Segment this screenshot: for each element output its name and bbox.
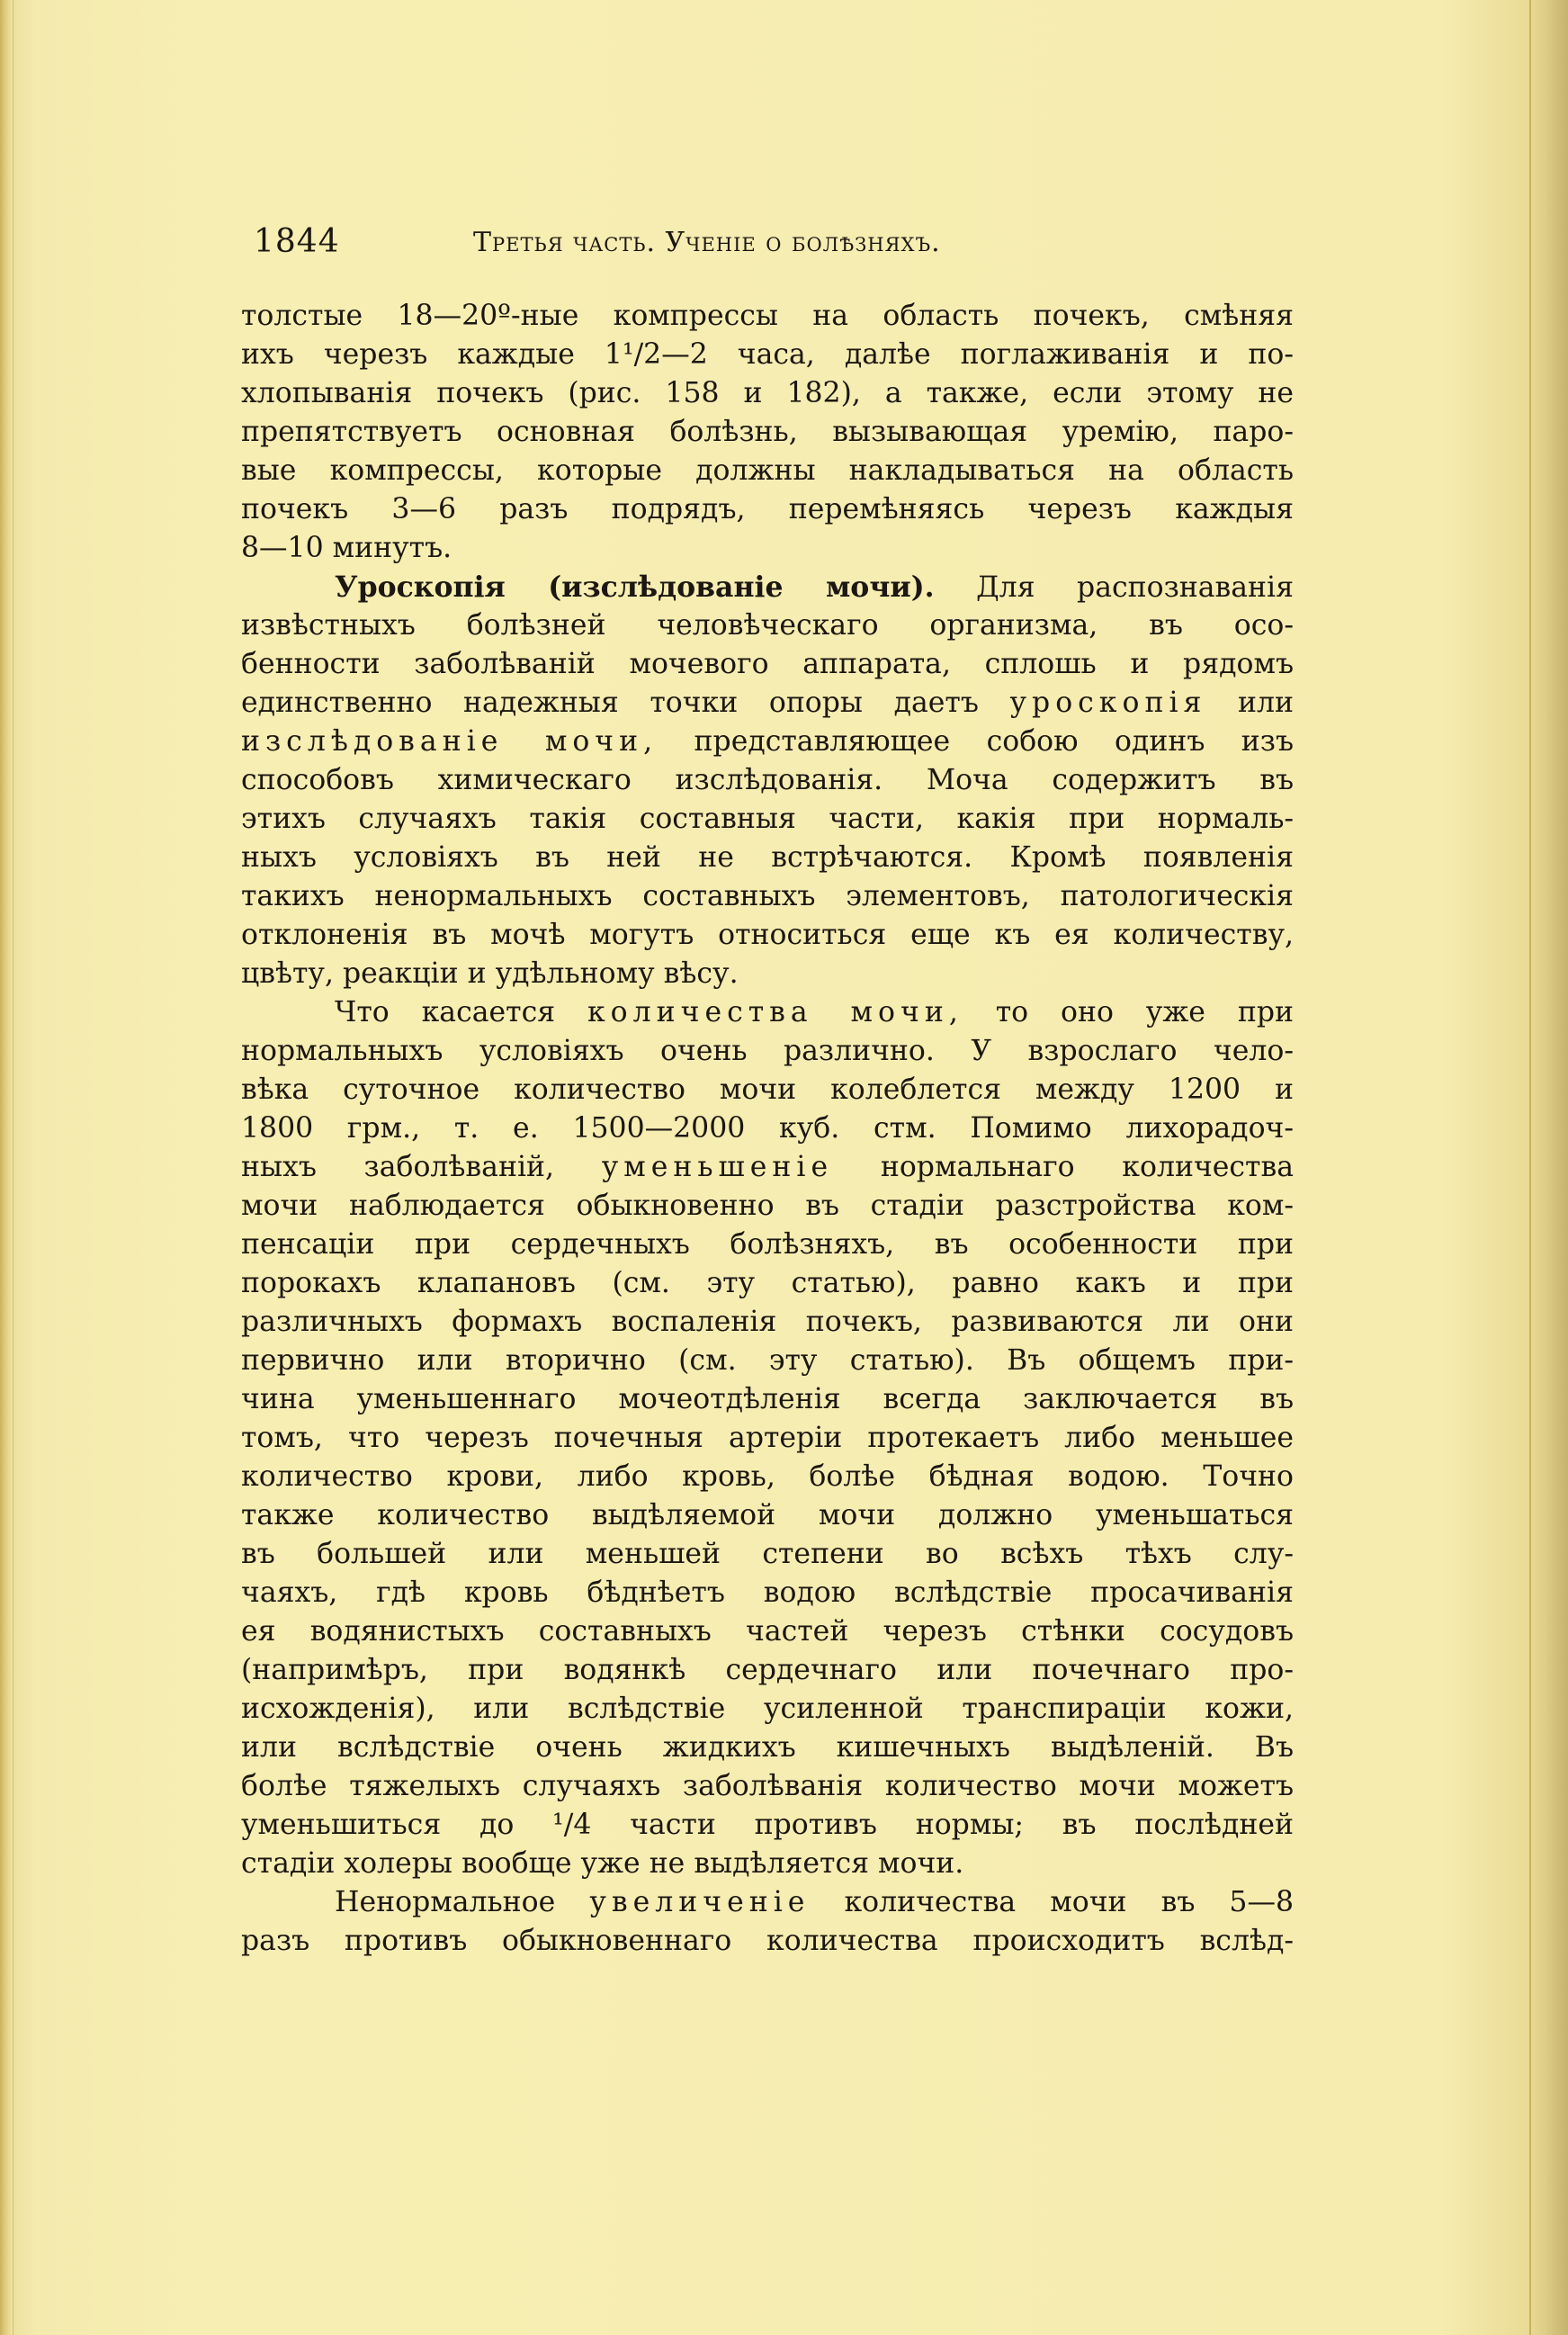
text-segment: или вслѣдствiе очень жидкихъ кишечныхъ выдѣленiй. Въ (241, 1731, 1294, 1764)
text-segment: почекъ 3—6 разъ подрядъ, перемѣняясь черезъ каждыя (241, 493, 1294, 525)
text-segment: Ненормальное (335, 1886, 590, 1918)
text-segment: 1800 грм., т. е. 1500—2000 куб. стм. Помимо лихорадоч- (241, 1112, 1294, 1145)
text-line (241, 1342, 1294, 1380)
text-segment: порокахъ клапановъ (см. эту статью), равно какъ и при (241, 1267, 1294, 1299)
text-segment: вѣка суточное количество мочи колеблется между 1200 и (241, 1073, 1294, 1106)
text-line (241, 1883, 1294, 1922)
text-line (241, 800, 1294, 839)
text-segment: хлопыванiя почекъ (рис. 158 и 182), а также, если этому не (241, 377, 1294, 409)
page-header (254, 223, 1297, 268)
text-segment: чина уменьшеннаго мочеотдѣленiя всегда заключается въ (241, 1383, 1294, 1415)
text-line (241, 1690, 1294, 1729)
text-line (241, 1187, 1294, 1226)
emphasized-term: увеличенiе (589, 1886, 811, 1918)
text-line (241, 1264, 1294, 1303)
text-line (241, 1496, 1294, 1535)
text-segment: нормальныхъ условiяхъ очень различно. У взрослаго чело- (241, 1035, 1294, 1067)
page-number: 1844 (254, 223, 340, 260)
text-segment: различныхъ формахъ воспаленiя почекъ, развиваются ли они (241, 1306, 1294, 1338)
text-segment: исхожденiя), или вслѣдствiе усиленной транспирацiи кожи, (241, 1693, 1294, 1725)
text-line (241, 1303, 1294, 1342)
text-segment: нормальнаго количества (833, 1151, 1294, 1183)
text-line (241, 993, 1294, 1032)
text-segment: болѣе тяжелыхъ случаяхъ заболѣванiя количество мочи можетъ (241, 1770, 1294, 1802)
text-line (241, 568, 1294, 606)
text-segment: первично или вторично (см. эту статью). Въ общемъ при- (241, 1344, 1294, 1377)
running-head: Третья часть. Ученiе о болѣзняхъ. (473, 227, 941, 258)
text-line (241, 1148, 1294, 1187)
text-segment: ея водянистыхъ составныхъ частей черезъ стѣнки сосудовъ (241, 1615, 1294, 1648)
text-segment: такихъ ненормальныхъ составныхъ элементовъ, патологическiя (241, 880, 1294, 912)
text-segment: цвѣту, реакцiи и удѣльному вѣсу. (241, 957, 739, 990)
emphasized-term: изслѣдованiе мочи, (241, 725, 659, 758)
text-segment: стадiи холеры вообще уже не выдѣляется мочи. (241, 1847, 964, 1880)
text-segment: единственно надежныя точки опоры даетъ (241, 687, 1010, 719)
text-segment: Что касается (335, 996, 587, 1028)
emphasized-term: количества мочи, (587, 996, 963, 1028)
text-line (241, 1458, 1294, 1496)
text-line (241, 1612, 1294, 1651)
page-right-shadow (1527, 0, 1568, 2335)
text-segment: уменьшиться до ¹/4 части противъ нормы; въ послѣдней (241, 1809, 1294, 1841)
text-line (241, 413, 1294, 452)
text-segment: или (1206, 687, 1294, 719)
text-segment: разъ противъ обыкновеннаго количества происходитъ вслѣд- (241, 1925, 1294, 1957)
text-line (241, 297, 1294, 336)
text-line (241, 684, 1294, 723)
text-segment: количества мочи въ 5—8 (810, 1886, 1294, 1918)
text-line (241, 723, 1294, 761)
text-segment: способовъ химическаго изслѣдованiя. Моча содержитъ въ (241, 764, 1294, 796)
text-segment: извѣстныхъ болѣзней человѣческаго организма, въ осо- (241, 609, 1294, 642)
text-line (241, 1922, 1294, 1961)
emphasized-term: уменьшенiе (601, 1151, 834, 1183)
text-segment: (напримѣръ, при водянкѣ сердечнаго или почечнаго про- (241, 1654, 1294, 1686)
text-line (241, 606, 1294, 645)
text-segment: чаяхъ, гдѣ кровь бѣднѣетъ водою вслѣдствiе просачиванiя (241, 1576, 1294, 1609)
text-segment: этихъ случаяхъ такiя составныя части, какiя при нормаль- (241, 803, 1294, 835)
text-segment: Для распознаванiя (934, 571, 1294, 604)
page-binding-edge (0, 0, 13, 2335)
text-segment: мочи наблюдается обыкновенно въ стадiи разстройства ком- (241, 1190, 1294, 1222)
paragraph (241, 568, 1294, 993)
section-heading: Уроскопiя (изслѣдованiе мочи). (335, 570, 935, 604)
text-line (241, 1651, 1294, 1690)
text-segment: ныхъ заболѣванiй, (241, 1151, 602, 1183)
paragraph (241, 297, 1294, 568)
text-segment: толстые 18—20º-ные компрессы на область почекъ, смѣняя (241, 300, 1294, 332)
text-line (241, 1380, 1294, 1419)
text-segment: также количество выдѣляемой мочи должно уменьшаться (241, 1499, 1294, 1531)
text-line (241, 1419, 1294, 1458)
text-segment: 8—10 минутъ. (241, 532, 452, 564)
text-segment: вые компрессы, которые должны накладываться на область (241, 454, 1294, 487)
text-segment: представляющее собою одинъ изъ (658, 725, 1294, 758)
text-segment: бенности заболѣванiй мочевого аппарата, сплошь и рядомъ (241, 648, 1294, 680)
text-line (241, 490, 1294, 529)
text-line (241, 374, 1294, 413)
text-segment: количество крови, либо кровь, болѣе бѣдная водою. Точно (241, 1460, 1294, 1493)
text-line (241, 1729, 1294, 1767)
text-line (241, 839, 1294, 877)
text-segment: ныхъ условiяхъ въ ней не встрѣчаются. Кромѣ появленiя (241, 841, 1294, 874)
text-line (241, 1574, 1294, 1612)
text-line (241, 1806, 1294, 1845)
emphasized-term: уроскопiя (1009, 687, 1207, 719)
text-line (241, 877, 1294, 916)
text-line (241, 916, 1294, 955)
text-line (241, 645, 1294, 684)
text-segment: въ большей или меньшей степени во всѣхъ тѣхъ слу- (241, 1538, 1294, 1570)
paragraph (241, 1883, 1294, 1961)
text-line (241, 1845, 1294, 1883)
text-segment: отклоненiя въ мочѣ могутъ относиться еще къ ея количеству, (241, 919, 1294, 951)
text-line (241, 761, 1294, 800)
text-segment: ихъ черезъ каждые 1¹/2—2 часа, далѣе поглаживанiя и по- (241, 338, 1294, 371)
text-line (241, 1535, 1294, 1574)
text-segment: препятствуетъ основная болѣзнь, вызывающая уремiю, паро- (241, 416, 1294, 448)
text-line (241, 1109, 1294, 1148)
paragraph (241, 993, 1294, 1883)
text-line (241, 1032, 1294, 1071)
text-line (241, 1071, 1294, 1109)
body-text (241, 297, 1294, 1961)
text-line (241, 955, 1294, 993)
text-line (241, 336, 1294, 374)
text-segment: то оно уже при (963, 996, 1294, 1028)
text-line (241, 529, 1294, 568)
text-line (241, 452, 1294, 490)
text-segment: пенсацiи при сердечныхъ болѣзняхъ, въ особенности при (241, 1228, 1294, 1261)
text-segment: томъ, что черезъ почечныя артерiи протекаетъ либо меньшее (241, 1422, 1294, 1454)
text-line (241, 1226, 1294, 1264)
text-line (241, 1767, 1294, 1806)
